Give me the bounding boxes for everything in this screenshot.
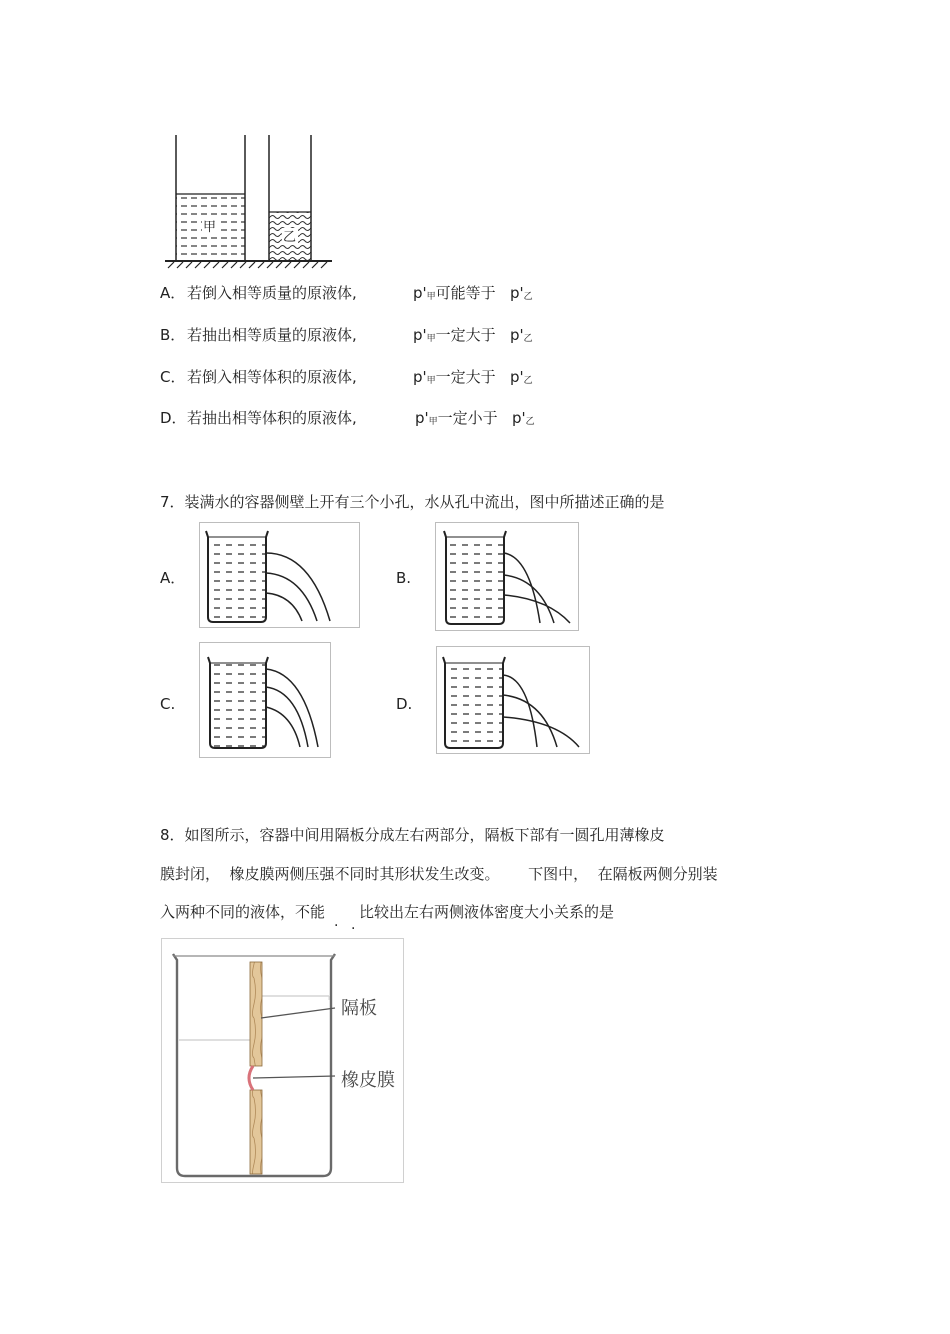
option-relation: p'甲可能等于 p'乙: [413, 284, 533, 302]
membrane-label: 橡皮膜: [341, 1070, 395, 1091]
q8-line3-c: 比较出左右两侧液体密度大小关系的是: [359, 903, 615, 921]
option-text: 若倒入相等体积的原液体,: [187, 368, 357, 386]
option-text: 若抽出相等体积的原液体,: [187, 409, 357, 427]
container-jia: [176, 135, 245, 260]
option-text: 若倒入相等质量的原液体,: [187, 284, 357, 302]
q7-label-d[interactable]: D.: [396, 695, 413, 713]
option-letter: C．: [160, 368, 186, 386]
option-letter: D．: [160, 409, 187, 427]
q8-line1: 8．如图所示，容器中间用隔板分成左右两部分，隔板下部有一圆孔用薄橡皮: [160, 826, 665, 844]
option-letter: A．: [160, 284, 186, 302]
q8-line3: [160, 903, 614, 921]
option-relation: p'甲一定大于 p'乙: [413, 326, 533, 344]
q7-stem: 7．装满水的容器侧壁上开有三个小孔，水从孔中流出，图中所描述正确的是: [160, 493, 665, 511]
q8-line2: 膜封闭， 橡皮膜两侧压强不同时其形状发生改变。 下图中， 在隔板两侧分别装: [160, 865, 718, 883]
q7-figure-b[interactable]: [435, 522, 579, 631]
option-relation: p'甲一定小于 p'乙: [415, 409, 535, 427]
q7-figure-c[interactable]: [199, 642, 331, 758]
q7-label-a[interactable]: A．: [160, 569, 186, 587]
q8-container-figure: [161, 938, 405, 1184]
option-text: 若抽出相等质量的原液体,: [187, 326, 357, 344]
option-letter: B．: [160, 326, 186, 344]
q7-figure-a[interactable]: [199, 522, 360, 628]
jia-label: 甲: [203, 220, 217, 235]
q7-figure-d[interactable]: [436, 646, 590, 754]
q7-label-b[interactable]: B.: [396, 569, 412, 587]
partition-label: 隔板: [341, 998, 377, 1019]
q6-cylinders-figure: [160, 130, 340, 270]
q7-label-c[interactable]: C.: [160, 695, 176, 713]
q8-emphasis: 不能: [295, 903, 326, 921]
emphasis-dot: .: [334, 914, 339, 930]
yi-label: 乙: [283, 230, 297, 245]
option-relation: p'甲一定大于 p'乙: [413, 368, 533, 386]
emphasis-dot: .: [351, 917, 356, 933]
partition-board: [250, 962, 262, 1066]
q8-line3-a: 入两种不同的液体，: [160, 903, 296, 921]
